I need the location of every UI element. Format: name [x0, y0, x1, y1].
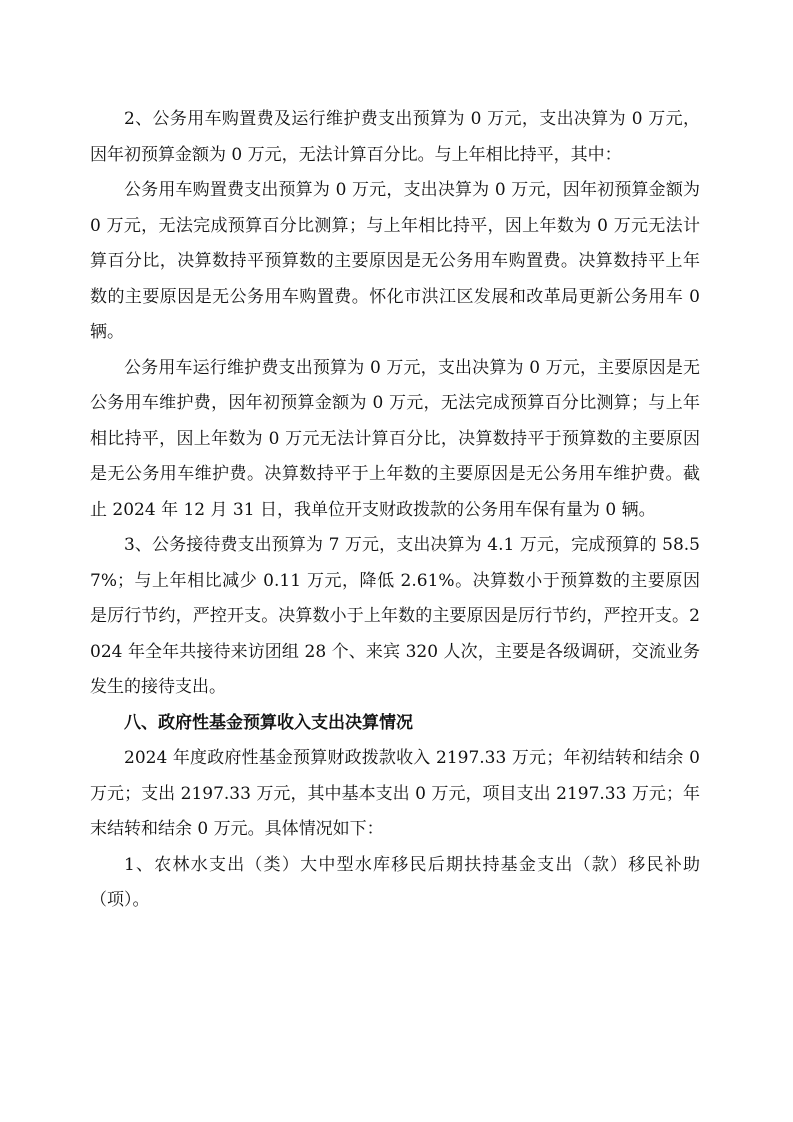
paragraph-reception: 3、公务接待费支出预算为 7 万元，支出决算为 4.1 万元，完成预算的 58.57%；与上年相比减少 0.11 万元，降低 2.61%。决算数小于预算数的主要原因是厉行节约，严控开支。决算数小于上年数的主要原因是厉行节约，严控开支。2024 年全年共接待来访团组 28 个、来宾 320 人次，主要是各级调研，交流业务发生的接待支出。 [90, 535, 700, 697]
paragraph-vehicle-purchase: 公务用车购置费支出预算为 0 万元，支出决算为 0 万元，因年初预算金额为 0 万元，无法完成预算百分比测算；与上年相比持平，因上年数为 0 万元无法计算百分比，决算数持平预算数的主要原因是无公务用车购置费。决算数持平上年数的主要原因是无公务用车购置费。怀化市洪江区发展和改革局更新公务用车 0 辆。 [90, 180, 700, 342]
paragraph-fund-item-1: 1、农林水支出（类）大中型水库移民后期扶持基金支出（款）移民补助（项）。 [90, 854, 700, 910]
document-page [90, 102, 700, 919]
paragraph-vehicle-maintenance: 公务用车运行维护费支出预算为 0 万元，支出决算为 0 万元，主要原因是无公务用车维护费，因年初预算金额为 0 万元，无法完成预算百分比测算；与上年相比持平，因上年数为 0 万元无法计算百分比，决算数持平于预算数的主要原因是无公务用车维护费。决算数持平于上年数的主要原因是无公务用车维护费。截止 2024 年 12 月 31 日，我单位开支财政拨款的公务用车保有量为 0 辆。 [90, 357, 700, 520]
section-heading: 八、政府性基金预算收入支出决算情况 [124, 712, 413, 733]
paragraph-vehicle-total: 2、公务用车购置费及运行维护费支出预算为 0 万元，支出决算为 0 万元，因年初预算金额为 0 万元，无法计算百分比。与上年相比持平，其中： [90, 109, 700, 165]
paragraph-fund-summary: 2024 年度政府性基金预算财政拨款收入 2197.33 万元；年初结转和结余 0 万元；支出 2197.33 万元，其中基本支出 0 万元，项目支出 2197.33 万元；年末结转和结余 0 万元。具体情况如下： [90, 748, 700, 839]
